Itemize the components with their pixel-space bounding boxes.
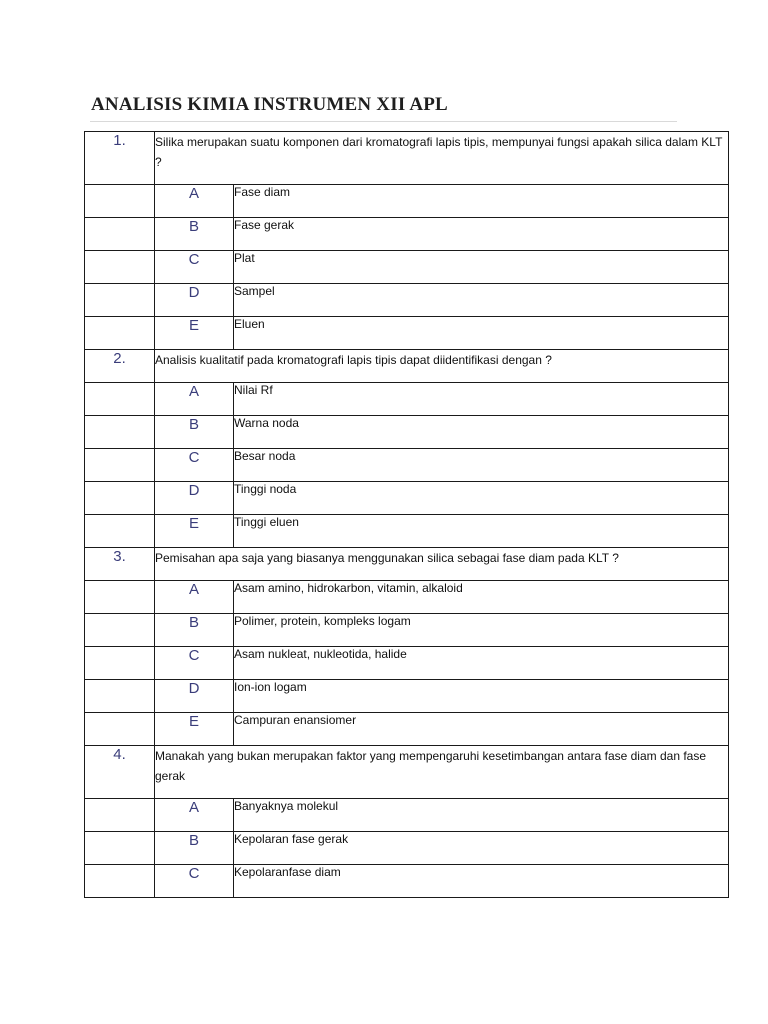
option-row [85,515,729,548]
option-row [85,416,729,449]
option-text: Nilai Rf [234,383,729,416]
option-row [85,832,729,865]
question-text: Manakah yang bukan merupakan faktor yang mempengaruhi kesetimbangan antara fase diam dan fase gerak [155,746,729,799]
option-letter: C [155,865,234,898]
question-row [85,132,729,185]
empty-cell [85,680,155,713]
option-text: Asam nukleat, nukleotida, halide [234,647,729,680]
option-text: Polimer, protein, kompleks logam [234,614,729,647]
question-number: 1. [85,132,155,185]
empty-cell [85,218,155,251]
option-row [85,185,729,218]
option-letter: A [155,581,234,614]
question-number: 3. [85,548,155,581]
option-text: Tinggi eluen [234,515,729,548]
empty-cell [85,647,155,680]
option-text: Fase diam [234,185,729,218]
empty-cell [85,449,155,482]
question-row [85,350,729,383]
question-row [85,746,729,799]
option-letter: A [155,799,234,832]
empty-cell [85,383,155,416]
option-letter: E [155,515,234,548]
empty-cell [85,416,155,449]
option-row [85,284,729,317]
option-row [85,647,729,680]
empty-cell [85,317,155,350]
option-text: Tinggi noda [234,482,729,515]
option-row [85,713,729,746]
question-number: 2. [85,350,155,383]
document-title: ANALISIS KIMIA INSTRUMEN XII APL [91,94,448,115]
empty-cell [85,515,155,548]
option-row [85,581,729,614]
option-text: Asam amino, hidrokarbon, vitamin, alkaloid [234,581,729,614]
option-row [85,449,729,482]
option-row [85,865,729,898]
option-text: Banyaknya molekul [234,799,729,832]
question-text: Silika merupakan suatu komponen dari kromatografi lapis tipis, mempunyai fungsi apakah silica dalam KLT ? [155,132,729,185]
option-row [85,251,729,284]
option-text: Fase gerak [234,218,729,251]
option-text: Kepolaran fase gerak [234,832,729,865]
option-row [85,218,729,251]
option-letter: D [155,680,234,713]
option-text: Eluen [234,317,729,350]
option-letter: A [155,185,234,218]
empty-cell [85,614,155,647]
option-text: Plat [234,251,729,284]
option-row [85,317,729,350]
option-row [85,680,729,713]
option-text: Sampel [234,284,729,317]
question-text: Pemisahan apa saja yang biasanya menggunakan silica sebagai fase diam pada KLT ? [155,548,729,581]
empty-cell [85,251,155,284]
option-text: Campuran enansiomer [234,713,729,746]
option-text: Warna noda [234,416,729,449]
option-letter: D [155,482,234,515]
empty-cell [85,185,155,218]
option-letter: B [155,416,234,449]
option-letter: E [155,713,234,746]
option-row [85,482,729,515]
option-letter: C [155,449,234,482]
option-letter: C [155,647,234,680]
title-divider [90,121,677,122]
empty-cell [85,284,155,317]
option-letter: B [155,614,234,647]
empty-cell [85,482,155,515]
option-letter: E [155,317,234,350]
option-letter: B [155,218,234,251]
option-letter: C [155,251,234,284]
empty-cell [85,799,155,832]
empty-cell [85,832,155,865]
option-letter: A [155,383,234,416]
question-row [85,548,729,581]
empty-cell [85,713,155,746]
option-row [85,799,729,832]
empty-cell [85,581,155,614]
option-letter: B [155,832,234,865]
option-text: Besar noda [234,449,729,482]
option-row [85,614,729,647]
question-table [84,131,729,898]
question-number: 4. [85,746,155,799]
question-text: Analisis kualitatif pada kromatografi lapis tipis dapat diidentifikasi dengan ? [155,350,729,383]
empty-cell [85,865,155,898]
option-row [85,383,729,416]
option-text: Kepolaranfase diam [234,865,729,898]
option-text: Ion-ion logam [234,680,729,713]
option-letter: D [155,284,234,317]
